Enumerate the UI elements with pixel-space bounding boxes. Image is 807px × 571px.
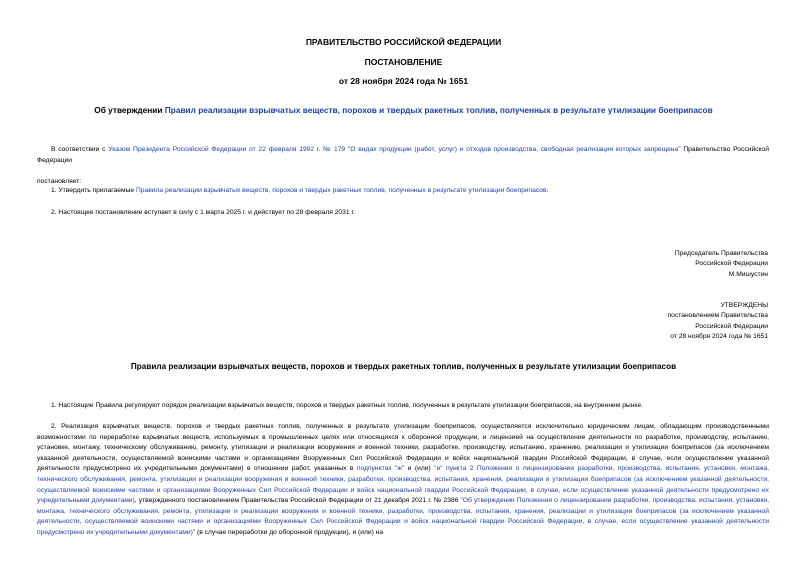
item-1 <box>51 186 771 197</box>
signature-line-3: М.Мишустин <box>728 270 768 278</box>
rules-title: Правила реализации взрывчатых веществ, порохов и твердых ракетных топлив, полученных в результате утилизации боеприпасов <box>130 362 677 371</box>
rule-2 <box>37 422 769 539</box>
preamble-before: В соответствии с <box>51 146 109 153</box>
approved-block <box>508 301 768 343</box>
rule-2-link-subparagraph[interactable]: подпунктах "ж" <box>356 465 405 473</box>
rule-2-part-1: 2. Реализация взрывчатых веществ, порохов и твердых ракетных топлив, полученных в результате утилизации боеприпасов, осуществляется исключительно юридическим лицам, обладающим производственными возможностями по переработке взрывчатых веществ, используемых в промышленных целях или относящихся к оборонной продукции, и лицензией на осуществление деятельности по разработке, производству, испытанию, установке, монтажу, техническому обслуживанию, ремонту, утилизации и реализации вооружения и военной техники, разработке, производству, испытанию, хранению, реализации и утилизации боеприпасов (за исключением указанной деятельности, осуществляемой воинскими частями и организациями Вооруженных Сил Российской Федерации и войск национальной гвардии Российской Федерации, в случае, если осуществление указанной деятельности предусмотрено их учредительными документами) в отношении работ, указанных в <box>37 423 769 473</box>
item-1-after: . <box>546 187 549 194</box>
rule-2-part-3: , утвержденного постановлением Правительства Российской Федерации от 21 декабря 2021 г. № 2386 <box>134 497 461 505</box>
approved-line-2: постановлением Правительства <box>667 312 768 320</box>
government-heading: ПРАВИТЕЛЬСТВО РОССИЙСКОЙ ФЕДЕРАЦИИ <box>305 37 502 47</box>
doc-type-heading: ПОСТАНОВЛЕНИЕ <box>364 57 443 67</box>
signature-block <box>508 249 768 280</box>
signature-line-2: Российской Федерации <box>695 260 768 268</box>
rule-2-part-2: и (или) <box>404 465 435 473</box>
item-1-rules-link[interactable]: Правила реализации взрывчатых веществ, порохов и твердых ракетных топлив, полученных в результате утилизации боеприпасов <box>135 187 547 194</box>
document-title <box>0 105 807 115</box>
approved-line-4: от 28 ноября 2024 года № 1651 <box>670 333 768 341</box>
signature-line-1: Председатель Правительства <box>674 250 768 257</box>
rule-2-link-licensing-regulation[interactable]: "и" пункта 2 Положения о лицензировании разработки, производства, испытания, установки, монтажа, технического обслуживания, ремонта, утилизации и реализации вооружения и военной техники, разработки, производства, испытания, хранения, реализации и утилизации боеприпасов (за исключением указанной деятельности, осуществляемой воинскими частями и организациями Вооруженных Сил Российской Федерации и войск национальной гвардии Российской Федерации, в случае, если осуществление указанной деятельности предусмотрено их учредительными документами) <box>37 465 770 505</box>
preamble-decree-link[interactable]: Указом Президента Российской Федерации от 22 февраля 1992 г. № 179 "О видах продукции (работ, услуг) и отходов производства, свободная реализация которых запрещена" <box>108 146 681 153</box>
item-1-before: 1. Утвердить прилагаемые <box>51 187 136 194</box>
approved-line-3: Российской Федерации <box>695 322 768 330</box>
item-2: 2. Настоящее постановление вступает в силу с 1 марта 2025 г. и действует по 28 февраля 2031 г. <box>51 209 355 216</box>
rule-1: 1. Настоящие Правила регулируют порядок реализации взрывчатых веществ, порохов и твердых ракетных топлив, полученных в результате утилизации боеприпасов, на внутреннем рынке. <box>51 402 644 409</box>
preamble-paragraph <box>37 145 769 166</box>
decree-word: постановляет: <box>37 178 82 185</box>
document-title-prefix: Об утверждении <box>94 105 165 115</box>
rule-2-link-resolution[interactable]: "Об утверждении Положения о лицензировании разработки, производства, испытания, установки, монтажа, технического обслуживания, ремонта, утилизации и реализации вооружения и военной техники, разработки, производства, испытания, хранения, реализации и утилизации боеприпасов (за исключением указанной деятельности, осуществляемой воинскими частями и организациями Вооруженных Сил Российской Федерации и войск национальной гвардии Российской Федерации, в случае, если осуществление указанной деятельности предусмотрено их учредительными документами)" <box>37 497 769 536</box>
document-title-link[interactable]: Правил реализации взрывчатых веществ, порохов и твердых ракетных топлив, полученных в результате утилизации боеприпасов <box>164 105 713 115</box>
rule-2-part-4: (в случае переработки до оборонной продукции), и (или) на <box>195 528 384 536</box>
date-number-heading: от 28 ноября 2024 года № 1651 <box>338 76 469 86</box>
preamble-after: Правительство Российской Федерации <box>37 146 769 164</box>
approved-line-1: УТВЕРЖДЕНЫ <box>720 302 768 309</box>
